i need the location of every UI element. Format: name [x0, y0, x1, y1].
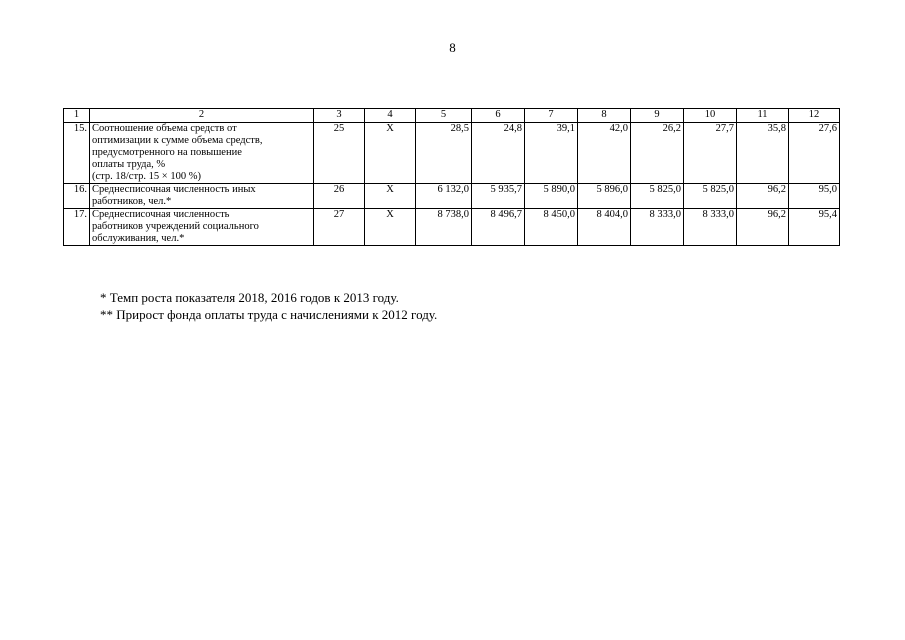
- page-number: 8: [449, 40, 456, 55]
- column-header: 10: [684, 109, 737, 123]
- description-line: работников, чел.*: [92, 196, 172, 207]
- description-line: обслуживания, чел.*: [92, 233, 185, 244]
- column-header: 11: [737, 109, 789, 123]
- table-row: [64, 123, 840, 184]
- column-header: 9: [631, 109, 684, 123]
- value-cell: 95,0: [789, 184, 840, 209]
- value-cell: 96,2: [737, 184, 789, 209]
- column-header: 2: [90, 109, 314, 123]
- value-cell: 26,2: [631, 123, 684, 184]
- value-cell: 5 896,0: [578, 184, 631, 209]
- footnotes: [100, 289, 437, 323]
- description-line: Среднесписочная численность: [92, 209, 230, 220]
- description-line: оптимизации к сумме объема средств,: [92, 135, 263, 146]
- value-cell: 8 496,7: [472, 209, 525, 246]
- value-cell: 5 825,0: [631, 184, 684, 209]
- row-description: [90, 184, 314, 209]
- value-cell: 6 132,0: [416, 184, 472, 209]
- column-header: 4: [365, 109, 416, 123]
- value-cell: 5 935,7: [472, 184, 525, 209]
- value-cell: 8 333,0: [631, 209, 684, 246]
- value-cell: 27,7: [684, 123, 737, 184]
- row-number: 15.: [64, 123, 90, 184]
- description-line: (стр. 18/стр. 15 × 100 %): [92, 171, 201, 182]
- row-description: [90, 123, 314, 184]
- row-number: 17.: [64, 209, 90, 246]
- header-row: [64, 109, 840, 123]
- value-cell: 96,2: [737, 209, 789, 246]
- value-cell: 8 333,0: [684, 209, 737, 246]
- row-x-mark: Х: [365, 209, 416, 246]
- description-line: Среднесписочная численность иных: [92, 184, 256, 195]
- table-row: [64, 209, 840, 246]
- description-line: Соотношение объема средств от: [92, 123, 237, 134]
- column-header: 8: [578, 109, 631, 123]
- row-code: 25: [314, 123, 365, 184]
- column-header: 1: [64, 109, 90, 123]
- row-code: 26: [314, 184, 365, 209]
- row-code: 27: [314, 209, 365, 246]
- row-x-mark: Х: [365, 123, 416, 184]
- value-cell: 8 738,0: [416, 209, 472, 246]
- row-description: [90, 209, 314, 246]
- value-cell: 8 450,0: [525, 209, 578, 246]
- description-line: предусмотренного на повышение: [92, 147, 242, 158]
- column-header: 5: [416, 109, 472, 123]
- column-header: 12: [789, 109, 840, 123]
- footnote: ** Прирост фонда оплаты труда с начислениями к 2012 году.: [100, 307, 438, 322]
- value-cell: 35,8: [737, 123, 789, 184]
- footnote: * Темп роста показателя 2018, 2016 годов к 2013 году.: [100, 290, 399, 305]
- value-cell: 95,4: [789, 209, 840, 246]
- description-line: оплаты труда, %: [92, 159, 166, 170]
- report-table: [63, 108, 840, 246]
- table-row: [64, 184, 840, 209]
- column-header: 6: [472, 109, 525, 123]
- value-cell: 5 890,0: [525, 184, 578, 209]
- value-cell: 8 404,0: [578, 209, 631, 246]
- value-cell: 27,6: [789, 123, 840, 184]
- value-cell: 24,8: [472, 123, 525, 184]
- description-line: работников учреждений социального: [92, 221, 259, 232]
- row-x-mark: Х: [365, 184, 416, 209]
- column-header: 7: [525, 109, 578, 123]
- value-cell: 39,1: [525, 123, 578, 184]
- value-cell: 42,0: [578, 123, 631, 184]
- value-cell: 5 825,0: [684, 184, 737, 209]
- column-header: 3: [314, 109, 365, 123]
- value-cell: 28,5: [416, 123, 472, 184]
- row-number: 16.: [64, 184, 90, 209]
